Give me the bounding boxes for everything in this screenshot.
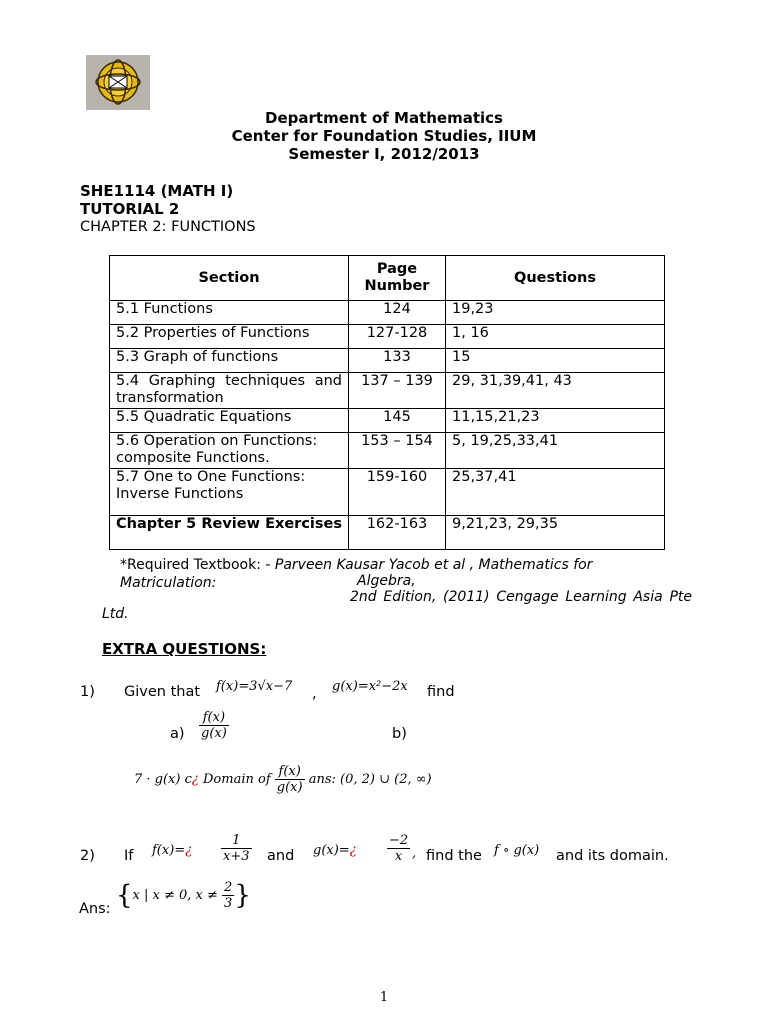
cell-page: 127-128 — [349, 325, 446, 349]
q2-number: 2) — [80, 848, 95, 864]
fraction-numerator: 2 — [224, 880, 233, 895]
chapter-title: CHAPTER 2: FUNCTIONS — [80, 219, 256, 235]
cell-questions: 15 — [446, 349, 665, 373]
extra-questions-title: EXTRA QUESTIONS: — [102, 640, 267, 658]
cell-page: 153 – 154 — [349, 433, 446, 469]
table-row — [110, 349, 665, 373]
cell-section: 5.1 Functions — [110, 301, 349, 325]
fraction — [199, 710, 229, 741]
textbook-note-line3: 2nd Edition, (2011) Cengage Learning Asia Pte — [350, 589, 692, 605]
cell-questions: 9,21,23, 29,35 — [446, 516, 665, 550]
cell-section: 5.7 One to One Functions: Inverse Functions — [110, 469, 349, 516]
textbook-note-line4: Ltd. — [102, 606, 129, 622]
cell-section: 5.5 Quadratic Equations — [110, 409, 349, 433]
fraction-numerator: −2 — [389, 833, 409, 848]
q1b-label: b) — [392, 726, 407, 742]
q1b-expression — [134, 764, 432, 795]
q2-f-symbol: ¿ — [185, 843, 193, 858]
q2-answer-set: x | x ≠ 0, x ≠ — [132, 888, 223, 903]
q2-answer-label: Ans: — [79, 901, 111, 917]
department-name: Department of Mathematics — [265, 109, 503, 127]
q2-f-fraction — [221, 833, 252, 864]
q2-g-lhs-text: g(x)= — [313, 843, 350, 858]
q2-comma: , — [412, 846, 417, 861]
semester: Semester I, 2012/2013 — [288, 145, 480, 163]
fraction-denominator: x+3 — [223, 849, 250, 864]
q1-given: Given that — [124, 684, 201, 700]
fraction — [387, 833, 410, 864]
iium-logo — [86, 55, 150, 110]
cell-page: 162-163 — [349, 516, 446, 550]
q2-find-the: find the — [426, 848, 482, 864]
cell-page: 159-160 — [349, 469, 446, 516]
brace-open: { — [116, 880, 133, 911]
cell-page: 145 — [349, 409, 446, 433]
center-name: Center for Foundation Studies, IIUM — [231, 127, 537, 145]
cell-questions: 19,23 — [446, 301, 665, 325]
textbook-prefix: *Required Textbook: - — [120, 557, 275, 573]
fraction — [221, 833, 252, 864]
header-section: Section — [110, 256, 349, 301]
cell-page: 137 – 139 — [349, 373, 446, 409]
q1-separator: , — [312, 686, 317, 702]
cell-questions: 11,15,21,23 — [446, 409, 665, 433]
table-header-row — [110, 256, 665, 301]
tutorial-table — [109, 255, 665, 550]
header-page-number: Page Number — [349, 256, 446, 301]
fraction-numerator: f(x) — [275, 764, 305, 780]
q1b-answer: ans: (0, 2) ∪ (2, ∞) — [304, 772, 432, 787]
fraction-numerator: 1 — [221, 833, 252, 849]
table-row — [110, 325, 665, 349]
q2-g-fraction — [387, 833, 410, 864]
q2-g-lhs — [313, 843, 357, 858]
q1-g-definition: g(x)=x²−2x — [332, 679, 408, 694]
q1a-label: a) — [170, 726, 185, 742]
tutorial-title: TUTORIAL 2 — [80, 200, 180, 218]
q1b-symbol: ¿ — [191, 772, 199, 787]
q2-f-lhs — [152, 843, 192, 858]
cell-questions: 1, 16 — [446, 325, 665, 349]
table-row — [110, 516, 665, 550]
cell-questions: 5, 19,25,33,41 — [446, 433, 665, 469]
table-row — [110, 373, 665, 409]
table-row — [110, 409, 665, 433]
q1a-fraction — [199, 710, 229, 741]
q1b-prefix: 7 · g(x) c — [134, 772, 192, 787]
fraction-numerator: f(x) — [199, 710, 229, 726]
textbook-note-line2: Algebra, — [357, 573, 416, 589]
fraction-denominator: x — [394, 849, 403, 864]
table-row — [110, 469, 665, 516]
q2-if: If — [124, 848, 134, 864]
cell-page: 133 — [349, 349, 446, 373]
fraction-denominator: g(x) — [276, 780, 303, 795]
q1-find: find — [427, 684, 455, 700]
q2-answer — [116, 880, 251, 911]
cell-section: 5.3 Graph of functions — [110, 349, 349, 373]
cell-section: 5.6 Operation on Functions: composite Functions. — [110, 433, 349, 469]
cell-section: 5.2 Properties of Functions — [110, 325, 349, 349]
table-row — [110, 301, 665, 325]
seal-icon — [86, 55, 150, 110]
header-questions: Questions — [446, 256, 665, 301]
cell-page: 124 — [349, 301, 446, 325]
fraction — [275, 764, 305, 795]
q1-f-definition: f(x)=3√x−7 — [216, 679, 293, 694]
document-header — [0, 109, 768, 163]
page-number: 1 — [379, 990, 389, 1005]
q2-composition: f ∘ g(x) — [494, 843, 540, 858]
cell-questions: 25,37,41 — [446, 469, 665, 516]
q2-g-symbol: ¿ — [349, 843, 357, 858]
course-code: SHE1114 (MATH I) — [80, 182, 234, 200]
q2-and: and — [267, 848, 295, 864]
q1b-domain-label: Domain of — [198, 772, 275, 787]
fraction-denominator: 3 — [224, 896, 233, 911]
cell-questions: 29, 31,39,41, 43 — [446, 373, 665, 409]
q2-domain: and its domain. — [556, 848, 669, 864]
fraction-denominator: g(x) — [201, 726, 227, 741]
q1-number: 1) — [80, 684, 95, 700]
fraction — [222, 880, 234, 911]
textbook-title: Parveen Kausar Yacob et al , Mathematics for Matriculation: — [120, 557, 593, 591]
q2-f-lhs-text: f(x)= — [152, 843, 186, 858]
cell-section: Chapter 5 Review Exercises — [110, 516, 349, 550]
cell-section: 5.4 Graphing techniques and transformation — [110, 373, 349, 409]
table-row — [110, 433, 665, 469]
brace-close: } — [234, 880, 251, 911]
